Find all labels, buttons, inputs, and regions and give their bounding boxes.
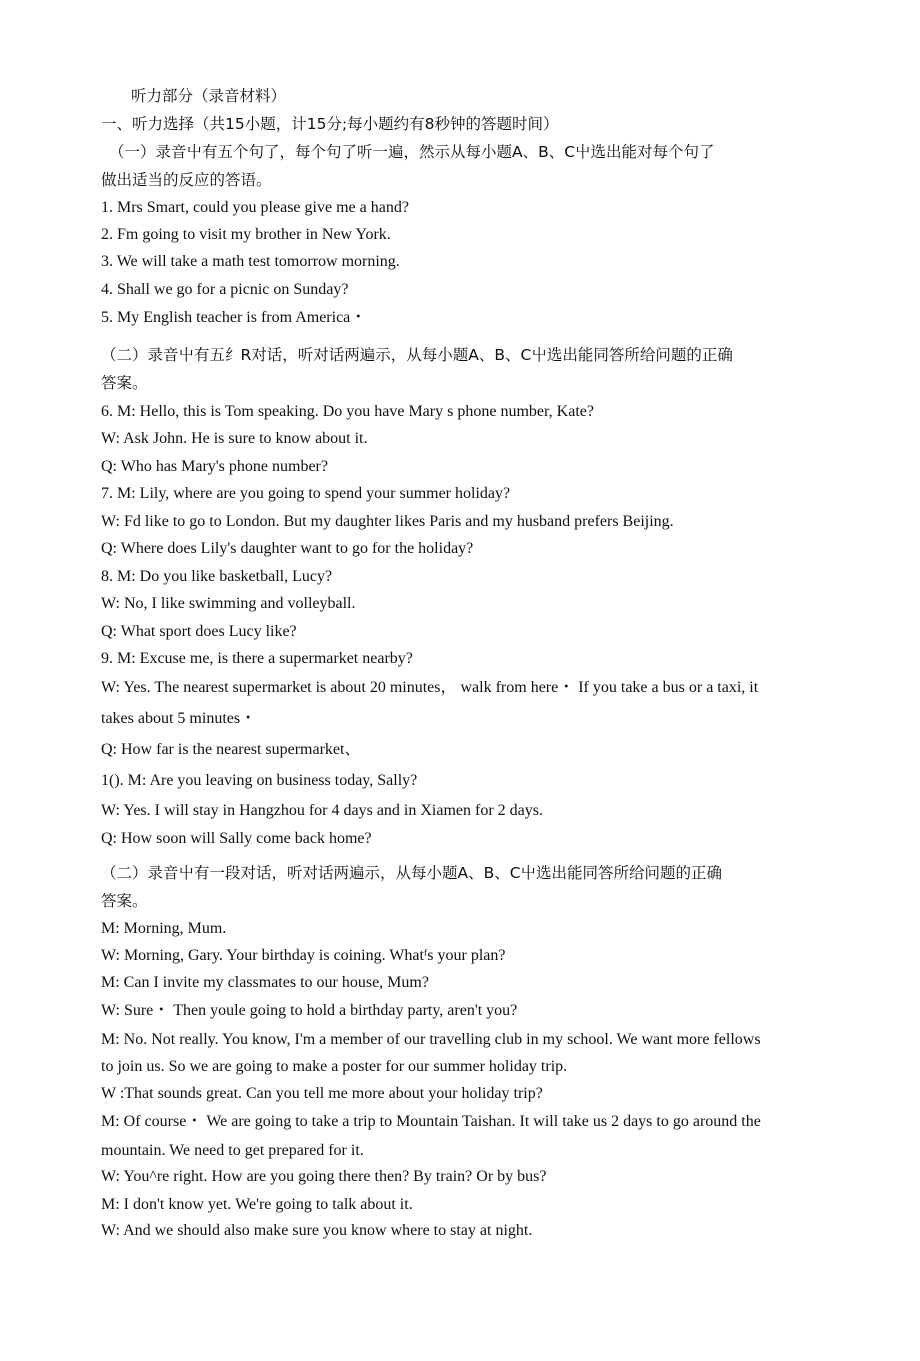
dialogue-line: M: I don't know yet. We're going to talk about it.: [101, 1196, 413, 1213]
dialogue-line: W: Yes. I will stay in Hangzhou for 4 days and in Xiamen for 2 days.: [101, 802, 543, 819]
dialogue-line: to join us. So we are going to make a poster for our summer holiday trip.: [101, 1058, 568, 1075]
dialogue-line: W: Ask John. He is sure to know about it.: [101, 430, 368, 447]
dialogue-line: M: Of course・ We are going to take a trip to Mountain Taishan. It will take us 2 days to go around the: [101, 1113, 761, 1130]
dialogue-line: 9. M: Excuse me, is there a supermarket nearby?: [101, 650, 413, 667]
dialogue-line: Q: Where does Lily's daughter want to go for the holiday?: [101, 540, 474, 557]
list-item: 5. My English teacher is from America・: [101, 309, 367, 326]
dialogue-line: Q: What sport does Lucy like?: [101, 623, 297, 640]
dialogue-line: Q: How soon will Sally come back home?: [101, 830, 372, 847]
dialogue-line: M: Morning, Mum.: [101, 920, 227, 937]
dialogue-line: W :That sounds great. Can you tell me more about your holiday trip?: [101, 1085, 543, 1102]
dialogue-line: W: And we should also make sure you know where to stay at night.: [101, 1222, 533, 1239]
dialogue-line: Q: Who has Mary's phone number?: [101, 458, 328, 475]
dialogue-line: Q: How far is the nearest supermarket、: [101, 741, 361, 758]
dialogue-line: mountain. We need to get prepared for it.: [101, 1142, 364, 1159]
section-heading: 一、听力选择（共15小题，计15分;每小题约有8秒钟的答题时间）: [101, 115, 559, 133]
list-item: 4. Shall we go for a picnic on Sunday?: [101, 281, 349, 298]
dialogue-line: W: You^re right. How are you going there then? By train? Or by bus?: [101, 1168, 547, 1185]
dialogue-line: 1(). M: Are you leaving on business today, Sally?: [101, 772, 418, 789]
dialogue-line: M: Can I invite my classmates to our house, Mum?: [101, 974, 429, 991]
dialogue-line: 7. M: Lily, where are you going to spend your summer holiday?: [101, 485, 511, 502]
dialogue-line: 6. M: Hello, this is Tom speaking. Do you have Mary s phone number, Kate?: [101, 403, 594, 420]
list-item: 1. Mrs Smart, could you please give me a hand?: [101, 199, 409, 216]
part1-instruction: （一）录音屮有五个句了，每个句了听一遍，然示从每小题A、B、C屮选出能对每个句了: [109, 143, 715, 161]
dialogue-line: 8. M: Do you like basketball, Lucy?: [101, 568, 333, 585]
list-item: 2. Fm going to visit my brother in New York.: [101, 226, 391, 243]
dialogue-line: M: No. Not really. You know, I'm a member of our travelling club in my school. We want more fellows: [101, 1031, 761, 1048]
dialogue-line: W: Fd like to go to London. But my daughter likes Paris and my husband prefers Beijing.: [101, 513, 674, 530]
dialogue-line: W: Sure・ Then youle going to hold a birthday party, aren't you?: [101, 1002, 518, 1019]
part1-instruction-cont: 做出适当的反应的答语。: [101, 171, 272, 189]
dialogue-line: W: Yes. The nearest supermarket is about 20 minutes， walk from here・ If you take a bus or a taxi, it: [101, 679, 759, 696]
part3-instruction-cont: 答案。: [101, 892, 148, 910]
dialogue-line: W: Morning, Gary. Your birthday is coining. Whatᶠs your plan?: [101, 947, 506, 964]
dialogue-line: takes about 5 minutes・: [101, 710, 257, 727]
list-item: 3. We will take a math test tomorrow morning.: [101, 253, 400, 270]
part3-instruction: （二）录音屮有一段对话，听对话两遍示，从每小题A、B、C屮选出能同答所给问题的正确: [101, 864, 723, 882]
document-title: 听力部分（录音材料）: [131, 87, 287, 105]
dialogue-line: W: No, I like swimming and volleyball.: [101, 595, 356, 612]
part2-instruction: （二）录音屮有五纟R对话，听对话两遍示，从每小题A、B、C屮选出能同答所给问题的正确: [101, 346, 733, 364]
part2-instruction-cont: 答案。: [101, 374, 148, 392]
